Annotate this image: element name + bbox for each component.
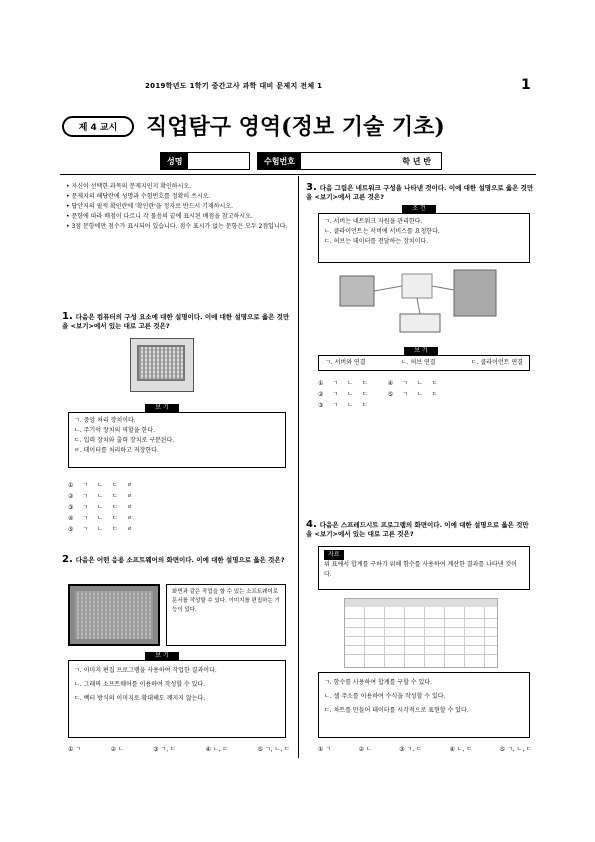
choice[interactable]: ② ㄴ (110, 746, 124, 753)
choice[interactable]: ① ㄱ (68, 746, 82, 753)
link-line (374, 286, 402, 291)
choice[interactable]: ① ㄱ (318, 746, 332, 753)
choice[interactable]: ③ ㄱ, ㄷ (399, 746, 422, 753)
choice[interactable]: ② ㄴ (358, 746, 372, 753)
instruction-item: • 문항에 따라 배점이 다르니 각 물음의 끝에 표시된 배점을 참고하시오. (66, 213, 253, 220)
choice[interactable]: ⑤ ㄱ, ㄴ, ㄷ (499, 746, 532, 753)
question-3 (306, 183, 534, 202)
box-title: 보 기 (145, 404, 179, 412)
period-badge: 제 4 교시 (62, 116, 134, 137)
question-number: 1. (62, 311, 73, 322)
monitor-screen (137, 345, 185, 381)
q3-choices (318, 378, 447, 411)
box-item: ㄴ. 셀 주소를 이용하여 수식을 작성할 수 있다. (324, 693, 446, 700)
choice-row[interactable]: ③ ㄱ ㄴ ㄷ ㄹ (68, 504, 133, 511)
name-label: 성명 (161, 153, 188, 169)
question-1 (62, 312, 294, 331)
choice-row[interactable]: ② ㄱ ㄴ ㄷ ㄹ (68, 493, 133, 500)
box-title: 자료 (324, 550, 344, 560)
choice[interactable]: ④ ㄴ, ㄷ (205, 746, 229, 753)
box-item: ㄱ. 중앙 처리 장치이다. (74, 417, 136, 424)
spreadsheet-grid (345, 613, 497, 663)
choice-row[interactable]: ① ㄱ ㄴ ㄷ ④ ㄱ ㄴ ㄷ (318, 380, 438, 387)
instructions (66, 182, 291, 232)
spreadsheet-header-row (345, 599, 497, 607)
instruction-item: • 문제지의 해당란에 성명과 수험번호를 정확히 쓰시오. (66, 193, 211, 200)
choice[interactable]: ④ ㄴ, ㄷ (449, 746, 473, 753)
link-line (417, 298, 420, 314)
question-text: 다음 그림은 네트워크 구성을 나타낸 것이다. 이에 대한 설명으로 옳은 것만을 <보기>에서 고른 것은? (306, 184, 534, 201)
client-computer-left (340, 276, 374, 306)
question-number: 3. (306, 182, 317, 193)
legend-item: ㄱ. 서버와 연결 (325, 359, 366, 366)
q3-legend (318, 355, 530, 371)
choice[interactable]: ⑤ ㄱ, ㄴ, ㄷ (257, 746, 290, 753)
box-item: ㄹ. 데이터를 처리하고 저장한다. (74, 447, 159, 454)
diagram-label: 보 기 (404, 347, 438, 355)
choice-row[interactable]: ① ㄱ ㄴ ㄷ ㄹ (68, 482, 133, 489)
box-item: ㄱ. 서버는 네트워크 자원을 관리한다. (324, 218, 423, 225)
printer-device (400, 314, 440, 332)
question-number: 2. (62, 554, 73, 565)
question-text: 다음은 스프레드시트 프로그램의 화면이다. 이에 대한 설명으로 옳은 것만을 <보기>에서 있는 대로 고른 것은? (306, 521, 529, 538)
box-item: ㄱ. 함수를 사용하여 합계를 구할 수 있다. (324, 679, 432, 686)
instruction-item: • 답안지의 필적 확인란에 '확인란'을 정자로 반드시 기재하시오. (66, 203, 233, 210)
class-text: 학 년 반 (402, 156, 431, 166)
box-item: ㄴ. 그래픽 소프트웨어를 이용하여 작성할 수 있다. (74, 681, 206, 688)
question-number: 4. (306, 519, 317, 530)
box-item: ㄷ. 벡터 방식의 이미지로 확대해도 깨지지 않는다. (74, 695, 206, 702)
q3-box (318, 213, 530, 263)
box-item: ㄴ. 클라이언트는 서버에 서비스를 요청한다. (324, 228, 440, 235)
q2-choices (68, 744, 290, 755)
screenshot-content (75, 591, 153, 639)
name-field (160, 152, 250, 170)
q4-box (318, 672, 530, 738)
page-number: 1 (521, 77, 531, 93)
box-item: ㄷ. 허브는 데이터를 전달하는 장치이다. (324, 238, 429, 245)
q2-box (68, 660, 286, 738)
box-item: ㄷ. 차트를 만들어 데이터를 시각적으로 표현할 수 있다. (324, 707, 469, 714)
legend-item: ㄴ. 허브 연결 (400, 359, 436, 366)
q1-box (68, 412, 286, 468)
q4-data-box (318, 546, 530, 590)
choice-row[interactable]: ④ ㄱ ㄴ ㄷ ㄹ (68, 515, 133, 522)
network-diagram (320, 266, 520, 346)
q4-choices (318, 744, 532, 755)
box-item: ㄱ. 이미지 편집 프로그램을 사용하여 작업한 결과이다. (74, 667, 217, 674)
exam-number-field (257, 152, 442, 170)
frame-top-line (60, 174, 536, 175)
box-title: 조 건 (402, 205, 436, 213)
page-title: 직업탐구 영역(정보 기술 기초) (146, 114, 445, 140)
q2-side-text: 화면과 같은 작업을 할 수 있는 소프트웨어로 문서를 작성할 수 있다. 이미지를 편집하는 기능이 있다. (166, 584, 286, 646)
spreadsheet-image (344, 598, 498, 668)
choice-row[interactable]: ② ㄱ ㄴ ㄷ ⑤ ㄱ ㄴ ㄷ (318, 391, 438, 398)
box-text: 위 표에서 합계를 구하기 위해 함수를 사용하여 계산한 결과를 나타낸 것이다. (324, 561, 517, 578)
choice-row[interactable]: ⑤ ㄱ ㄴ ㄷ ㄹ (68, 526, 133, 533)
computer-image (130, 338, 194, 392)
question-text: 다음은 어떤 응용 소프트웨어의 화면이다. 이에 대한 설명으로 옳은 것은? (75, 556, 285, 564)
header-text: 2019학년도 1학기 중간고사 과학 대비 문제지 전체 1 (145, 82, 323, 90)
legend-item: ㄷ. 클라이언트 연결 (470, 359, 523, 366)
choice-row[interactable]: ③ ㄱ ㄴ ㄷ (318, 402, 368, 409)
column-divider (298, 176, 299, 758)
box-item: ㄴ. 주기억 장치의 역할을 한다. (74, 427, 155, 434)
software-screenshot (68, 584, 160, 646)
box-title: 보 기 (145, 652, 179, 660)
q1-choices (68, 480, 142, 535)
exam-number-label: 수험번호 (258, 153, 301, 169)
link-line (432, 286, 454, 290)
instruction-item: • 자신이 선택한 과목의 문제지인지 확인하시오. (66, 183, 192, 190)
hub-device (402, 274, 432, 298)
box-item: ㄷ. 입력 장치와 출력 장치로 구분된다. (74, 437, 175, 444)
question-2 (62, 555, 294, 565)
server-rack (454, 270, 496, 316)
choice[interactable]: ③ ㄱ, ㄷ (153, 746, 176, 753)
question-4 (306, 520, 534, 539)
question-text: 다음은 컴퓨터의 구성 요소에 대한 설명이다. 이에 대한 설명으로 옳은 것만을 <보기>에서 있는 대로 고른 것은? (62, 313, 290, 330)
instruction-item: • 3점 문항에만 점수가 표시되어 있습니다. 점수 표시가 없는 문항은 모두 2점입니다. (66, 223, 288, 230)
